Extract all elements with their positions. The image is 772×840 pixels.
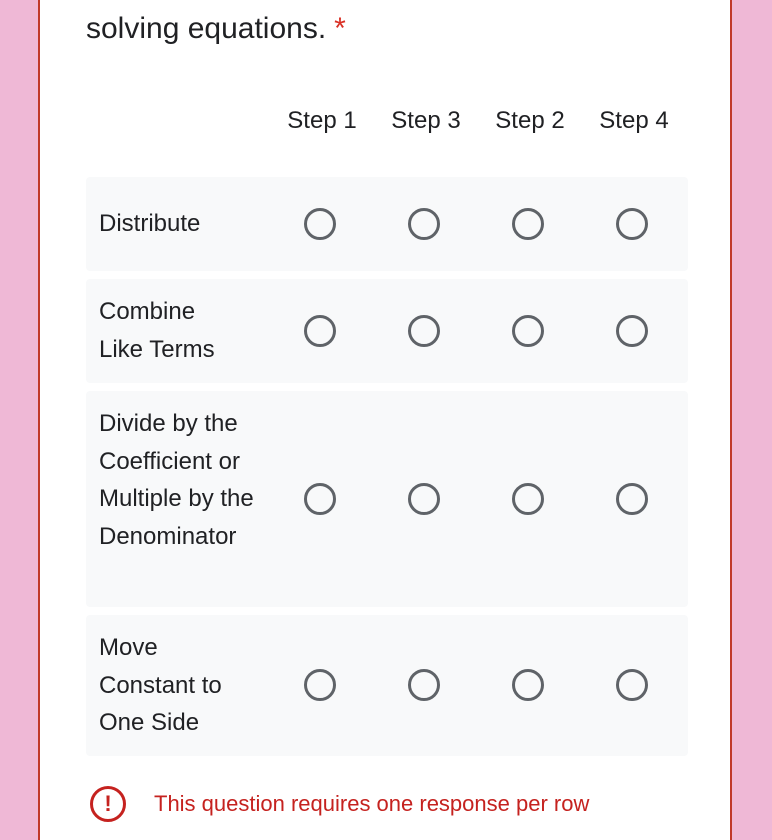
grid-row-move-constant	[86, 615, 688, 756]
radio-move-constant-step-2[interactable]	[512, 669, 544, 701]
question-card	[38, 0, 732, 840]
grid-row-combine-like-terms	[86, 279, 688, 383]
radio-combine-like-terms-step-3[interactable]	[408, 315, 440, 347]
row-label: Combine Like Terms	[99, 298, 215, 363]
radio-distribute-step-2[interactable]	[512, 208, 544, 240]
column-header-step-3: Step 3	[391, 107, 461, 134]
grid-row-distribute	[86, 177, 688, 271]
column-header-step-2: Step 2	[495, 107, 565, 134]
radio-move-constant-step-3[interactable]	[408, 669, 440, 701]
radio-divide-step-1[interactable]	[304, 483, 336, 515]
exclamation-circle-icon: !	[90, 786, 126, 822]
radio-divide-step-2[interactable]	[512, 483, 544, 515]
grid-row-divide-by-coefficient	[86, 391, 688, 607]
radio-combine-like-terms-step-2[interactable]	[512, 315, 544, 347]
question-title-text: solving equations.	[86, 12, 327, 45]
row-label: Distribute	[99, 210, 201, 237]
grid-column-headers	[40, 106, 730, 136]
column-header-step-4: Step 4	[599, 107, 669, 134]
radio-distribute-step-3[interactable]	[408, 208, 440, 240]
radio-divide-step-4[interactable]	[616, 483, 648, 515]
radio-distribute-step-1[interactable]	[304, 208, 336, 240]
required-marker: *	[334, 12, 346, 45]
row-label: Divide by the Coefficient or Multiple by the Denominator	[99, 410, 254, 550]
radio-move-constant-step-1[interactable]	[304, 669, 336, 701]
question-title	[86, 8, 346, 50]
radio-divide-step-3[interactable]	[408, 483, 440, 515]
radio-combine-like-terms-step-4[interactable]	[616, 315, 648, 347]
column-header-step-1: Step 1	[287, 107, 357, 134]
error-message: This question requires one response per row	[154, 791, 590, 816]
radio-distribute-step-4[interactable]	[616, 208, 648, 240]
radio-move-constant-step-4[interactable]	[616, 669, 648, 701]
row-label: Move Constant to One Side	[99, 634, 222, 736]
radio-combine-like-terms-step-1[interactable]	[304, 315, 336, 347]
